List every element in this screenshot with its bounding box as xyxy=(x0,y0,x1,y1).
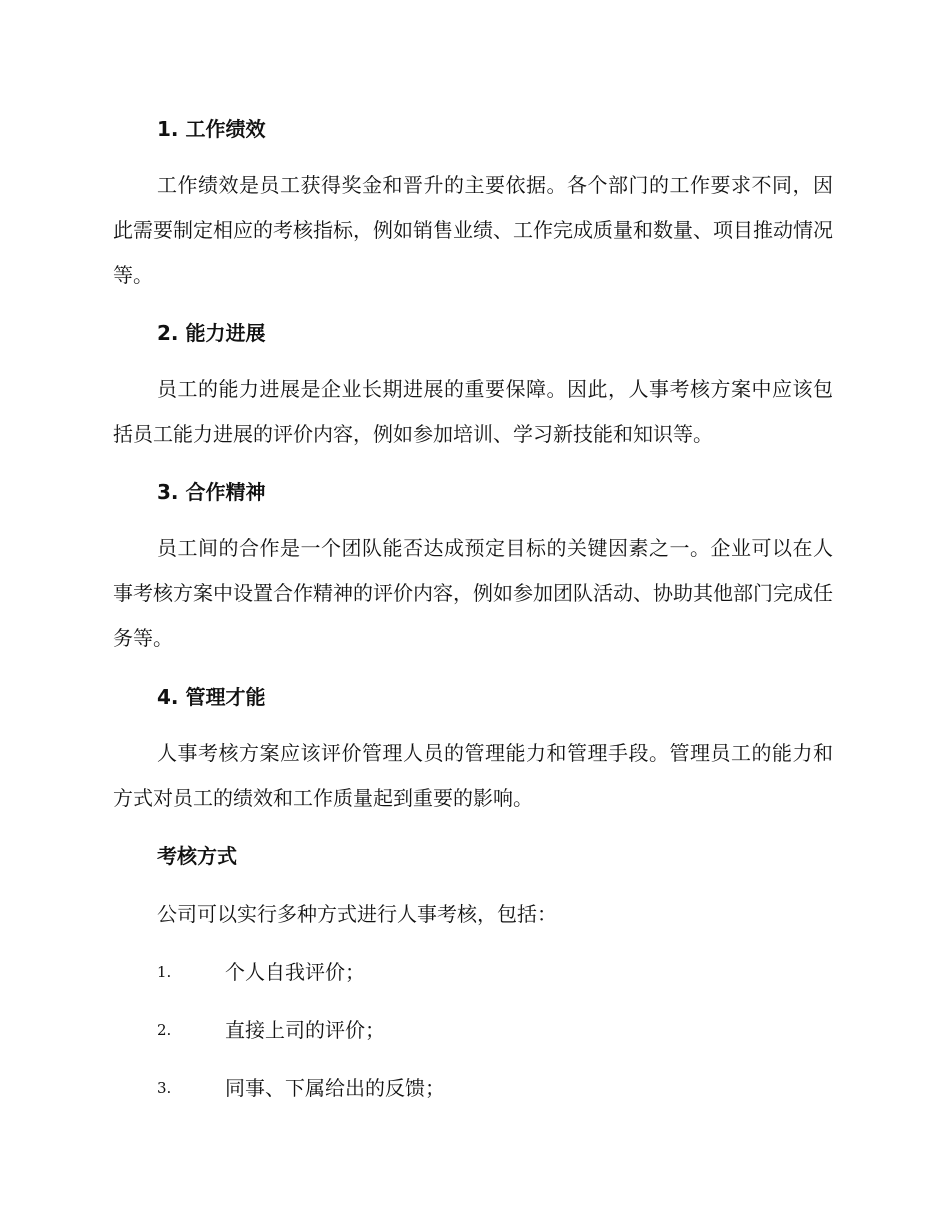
list-item-text: 个人自我评价； xyxy=(225,960,365,984)
list-item xyxy=(157,1073,757,1103)
section-body-work-performance: 工作绩效是员工获得奖金和晋升的主要依据。各个部门的工作要求不同，因此需要制定相应的考核指标，例如销售业绩、工作完成质量和数量、项目推动情况等。 xyxy=(113,173,833,287)
section-heading-cooperation: 3. 合作精神 xyxy=(157,480,266,504)
section-body-cooperation: 员工间的合作是一个团队能否达成预定目标的关键因素之一。企业可以在人事考核方案中设置合作精神的评价内容，例如参加团队活动、协助其他部门完成任务等。 xyxy=(113,536,833,650)
list-item-text: 同事、下属给出的反馈； xyxy=(225,1076,445,1100)
list-item xyxy=(157,1015,757,1045)
list-item-number: 1. xyxy=(157,963,172,981)
list-item xyxy=(157,957,757,987)
methods-intro: 公司可以实行多种方式进行人事考核，包括： xyxy=(157,902,557,926)
list-item-number: 2. xyxy=(157,1021,172,1039)
section-body-ability-progress: 员工的能力进展是企业长期进展的重要保障。因此，人事考核方案中应该包括员工能力进展的评价内容，例如参加培训、学习新技能和知识等。 xyxy=(113,377,833,446)
section-body-management: 人事考核方案应该评价管理人员的管理能力和管理手段。管理员工的能力和方式对员工的绩效和工作质量起到重要的影响。 xyxy=(113,741,833,810)
section-heading-work-performance: 1. 工作绩效 xyxy=(157,117,266,141)
list-item-number: 3. xyxy=(157,1079,172,1097)
section-heading-management: 4. 管理才能 xyxy=(157,685,266,709)
methods-heading: 考核方式 xyxy=(157,844,237,868)
section-heading-ability-progress: 2. 能力进展 xyxy=(157,321,266,345)
list-item-text: 直接上司的评价； xyxy=(225,1018,385,1042)
